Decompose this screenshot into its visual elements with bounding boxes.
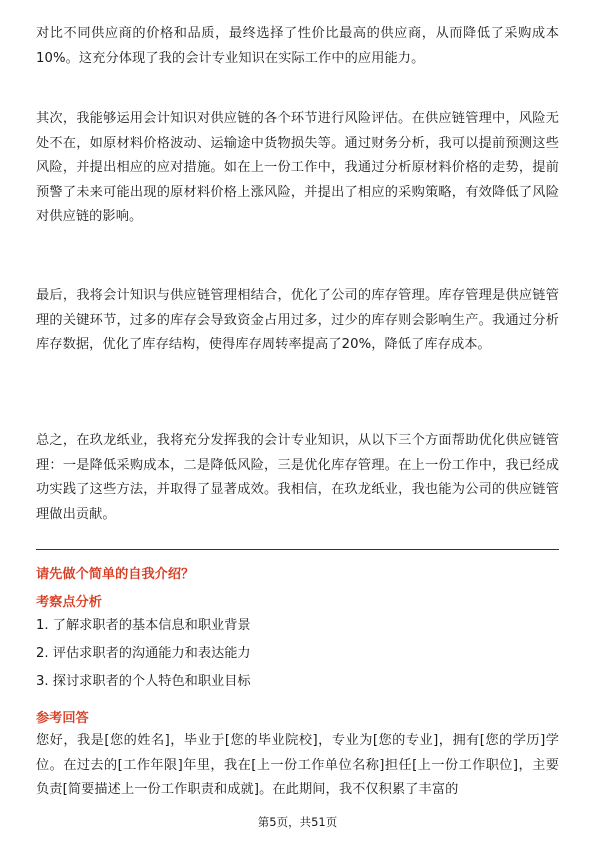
section-divider bbox=[36, 549, 559, 550]
question-heading: 请先做个简单的自我介绍？ bbox=[36, 567, 195, 582]
analysis-item: 2. 评估求职者的沟通能力和表达能力 bbox=[36, 646, 251, 661]
page-number-footer: 第5页，共51页 bbox=[257, 815, 338, 829]
paragraph-risk: 其次，我能够运用会计知识对供应链的各个环节进行风险评估。在供应链管理中，风险无处不在，如原材料价格波动、运输途中货物损失等。通过财务分析，我可以提前预测这些风险，并提出相应的应对措施。如在上一份工作中，我通过分析原材料价格的走势，提前预警了未来可能出现的原材料价格上涨风险，并提出了相应的采购策略，有效降低了风险对供应链的影响。 bbox=[36, 111, 559, 224]
analysis-item: 3. 探讨求职者的个人特色和职业目标 bbox=[36, 674, 251, 689]
paragraph-summary: 总之，在玖龙纸业，我将充分发挥我的会计专业知识，从以下三个方面帮助优化供应链管理：一是降低采购成本，二是降低风险，三是优化库存管理。在上一份工作中，我已经成功实践了这些方法，并取得了显著成效。我相信，在玖龙纸业，我也能为公司的供应链管理做出贡献。 bbox=[36, 433, 559, 522]
answer-heading: 参考回答 bbox=[36, 711, 89, 726]
answer-paragraph: 您好，我是[您的姓名]，毕业于[您的毕业院校]，专业为[您的专业]，拥有[您的学历]学位。在过去的[工作年限]年里，我在[上一份工作单位名称]担任[上一份工作职位]，主要负责[简要描述上一份工作职责和成就]。在此期间，我不仅积累了丰富的 bbox=[36, 733, 559, 797]
analysis-heading: 考察点分析 bbox=[36, 595, 102, 610]
paragraph-inventory: 最后，我将会计知识与供应链管理相结合，优化了公司的库存管理。库存管理是供应链管理的关键环节，过多的库存会导致资金占用过多，过少的库存则会影响生产。我通过分析库存数据，优化了库存结构，使得库存周转率提高了20%，降低了库存成本。 bbox=[36, 288, 559, 352]
paragraph-procurement: 对比不同供应商的价格和品质，最终选择了性价比最高的供应商，从而降低了采购成本10%。这充分体现了我的会计专业知识在实际工作中的应用能力。 bbox=[36, 26, 559, 66]
analysis-item: 1. 了解求职者的基本信息和职业背景 bbox=[36, 618, 251, 633]
